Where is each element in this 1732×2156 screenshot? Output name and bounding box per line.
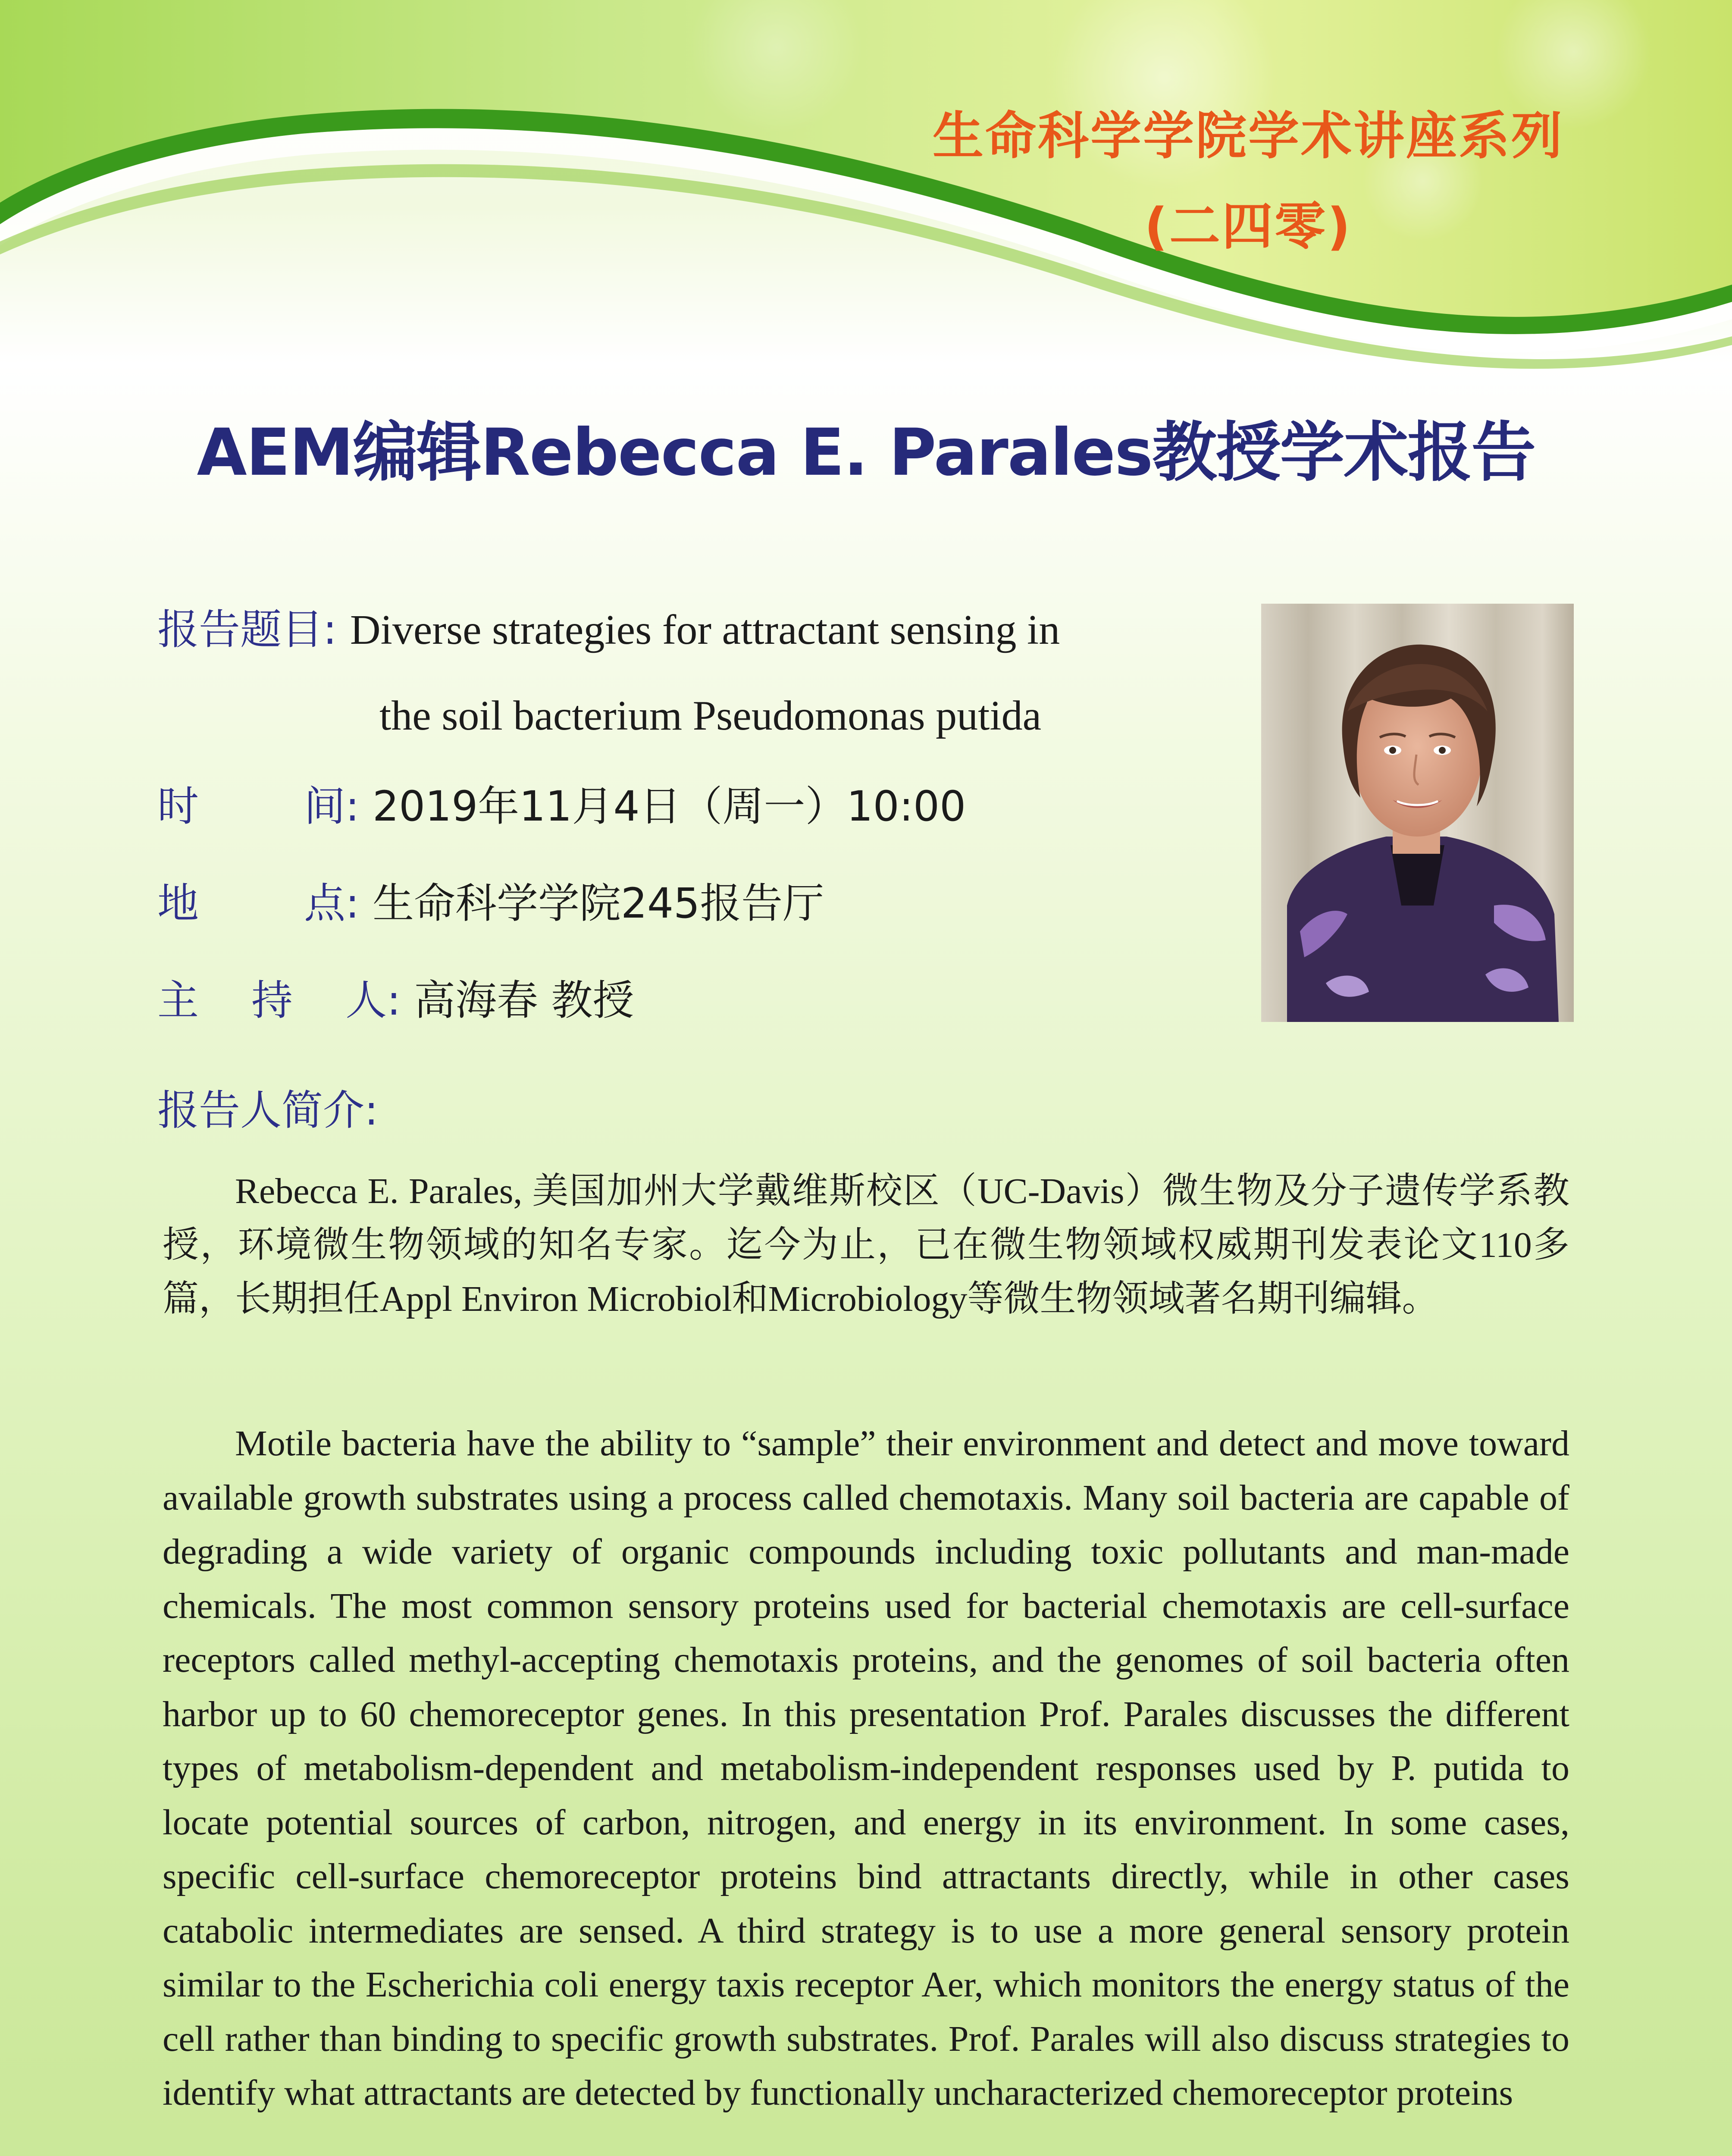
lecture-series-title (819, 91, 1677, 272)
time-label: 时 间: (157, 782, 360, 830)
place-value: 生命科学学院245报告厅 (372, 879, 824, 928)
place-row (157, 873, 824, 934)
place-label: 地 点: (157, 879, 360, 928)
speaker-portrait (1261, 604, 1574, 1022)
series-line-1: 生命科学学院学术讲座系列 (932, 106, 1564, 166)
series-line-2: (二四零) (1144, 197, 1352, 256)
host-label: 主 持 人: (157, 976, 401, 1025)
topic-value-line-2: the soil bacterium Pseudomonas putida (379, 693, 1042, 739)
page-title: AEM编辑Rebecca E. Parales教授学术报告 (197, 415, 1535, 490)
bio-chinese-paragraph: Rebecca E. Parales, 美国加州大学戴维斯校区（UC-Davis）微生物及分子遗传学系教授，环境微生物领域的知名专家。迄今为止，已在微生物领域权威期刊发表论文110多篇，长期担任Appl Environ Microbiol和Microbiology等微生物领域著名期刊编辑。 (163, 1171, 1569, 1319)
bio-heading: 报告人简介: (157, 1086, 379, 1134)
host-value: 高海春 教授 (413, 976, 634, 1025)
topic-value-line-1: Diverse strategies for attractant sensing in (350, 607, 1060, 653)
time-row (157, 776, 966, 837)
host-row (157, 970, 634, 1031)
topic-row (157, 599, 1060, 660)
bio-english-paragraph: Motile bacteria have the ability to “sample” their environment and detect and move toward available growth substrates using a process called chemotaxis. Many soil bacteria are capable of degrading a wide variety of organic compounds including toxic pollutants and man-made chemicals. The most common sensory proteins used for bacterial chemotaxis are cell-surface receptors called methyl-accepting chemotaxis proteins, and the genomes of soil bacteria often harbor up to 60 chemoreceptor genes. In this presentation Prof. Parales discusses the different types of metabolism-dependent and metabolism-independent responses used by P. putida to locate potential sources of carbon, nitrogen, and energy in its environment. In some cases, specific cell-surface chemoreceptor proteins bind attractants directly, while in other cases catabolic intermediates are sensed. A third strategy is to use a more general sensory protein similar to the Escherichia coli energy taxis receptor Aer, which monitors the energy status of the cell rather than binding to specific growth substrates. Prof. Parales will also discuss strategies to identify what attractants are detected by functionally uncharacterized chemoreceptor proteins (163, 1423, 1569, 2113)
topic-label: 报告题目: (157, 605, 337, 654)
time-value: 2019年11月4日（周一）10:00 (372, 782, 966, 830)
